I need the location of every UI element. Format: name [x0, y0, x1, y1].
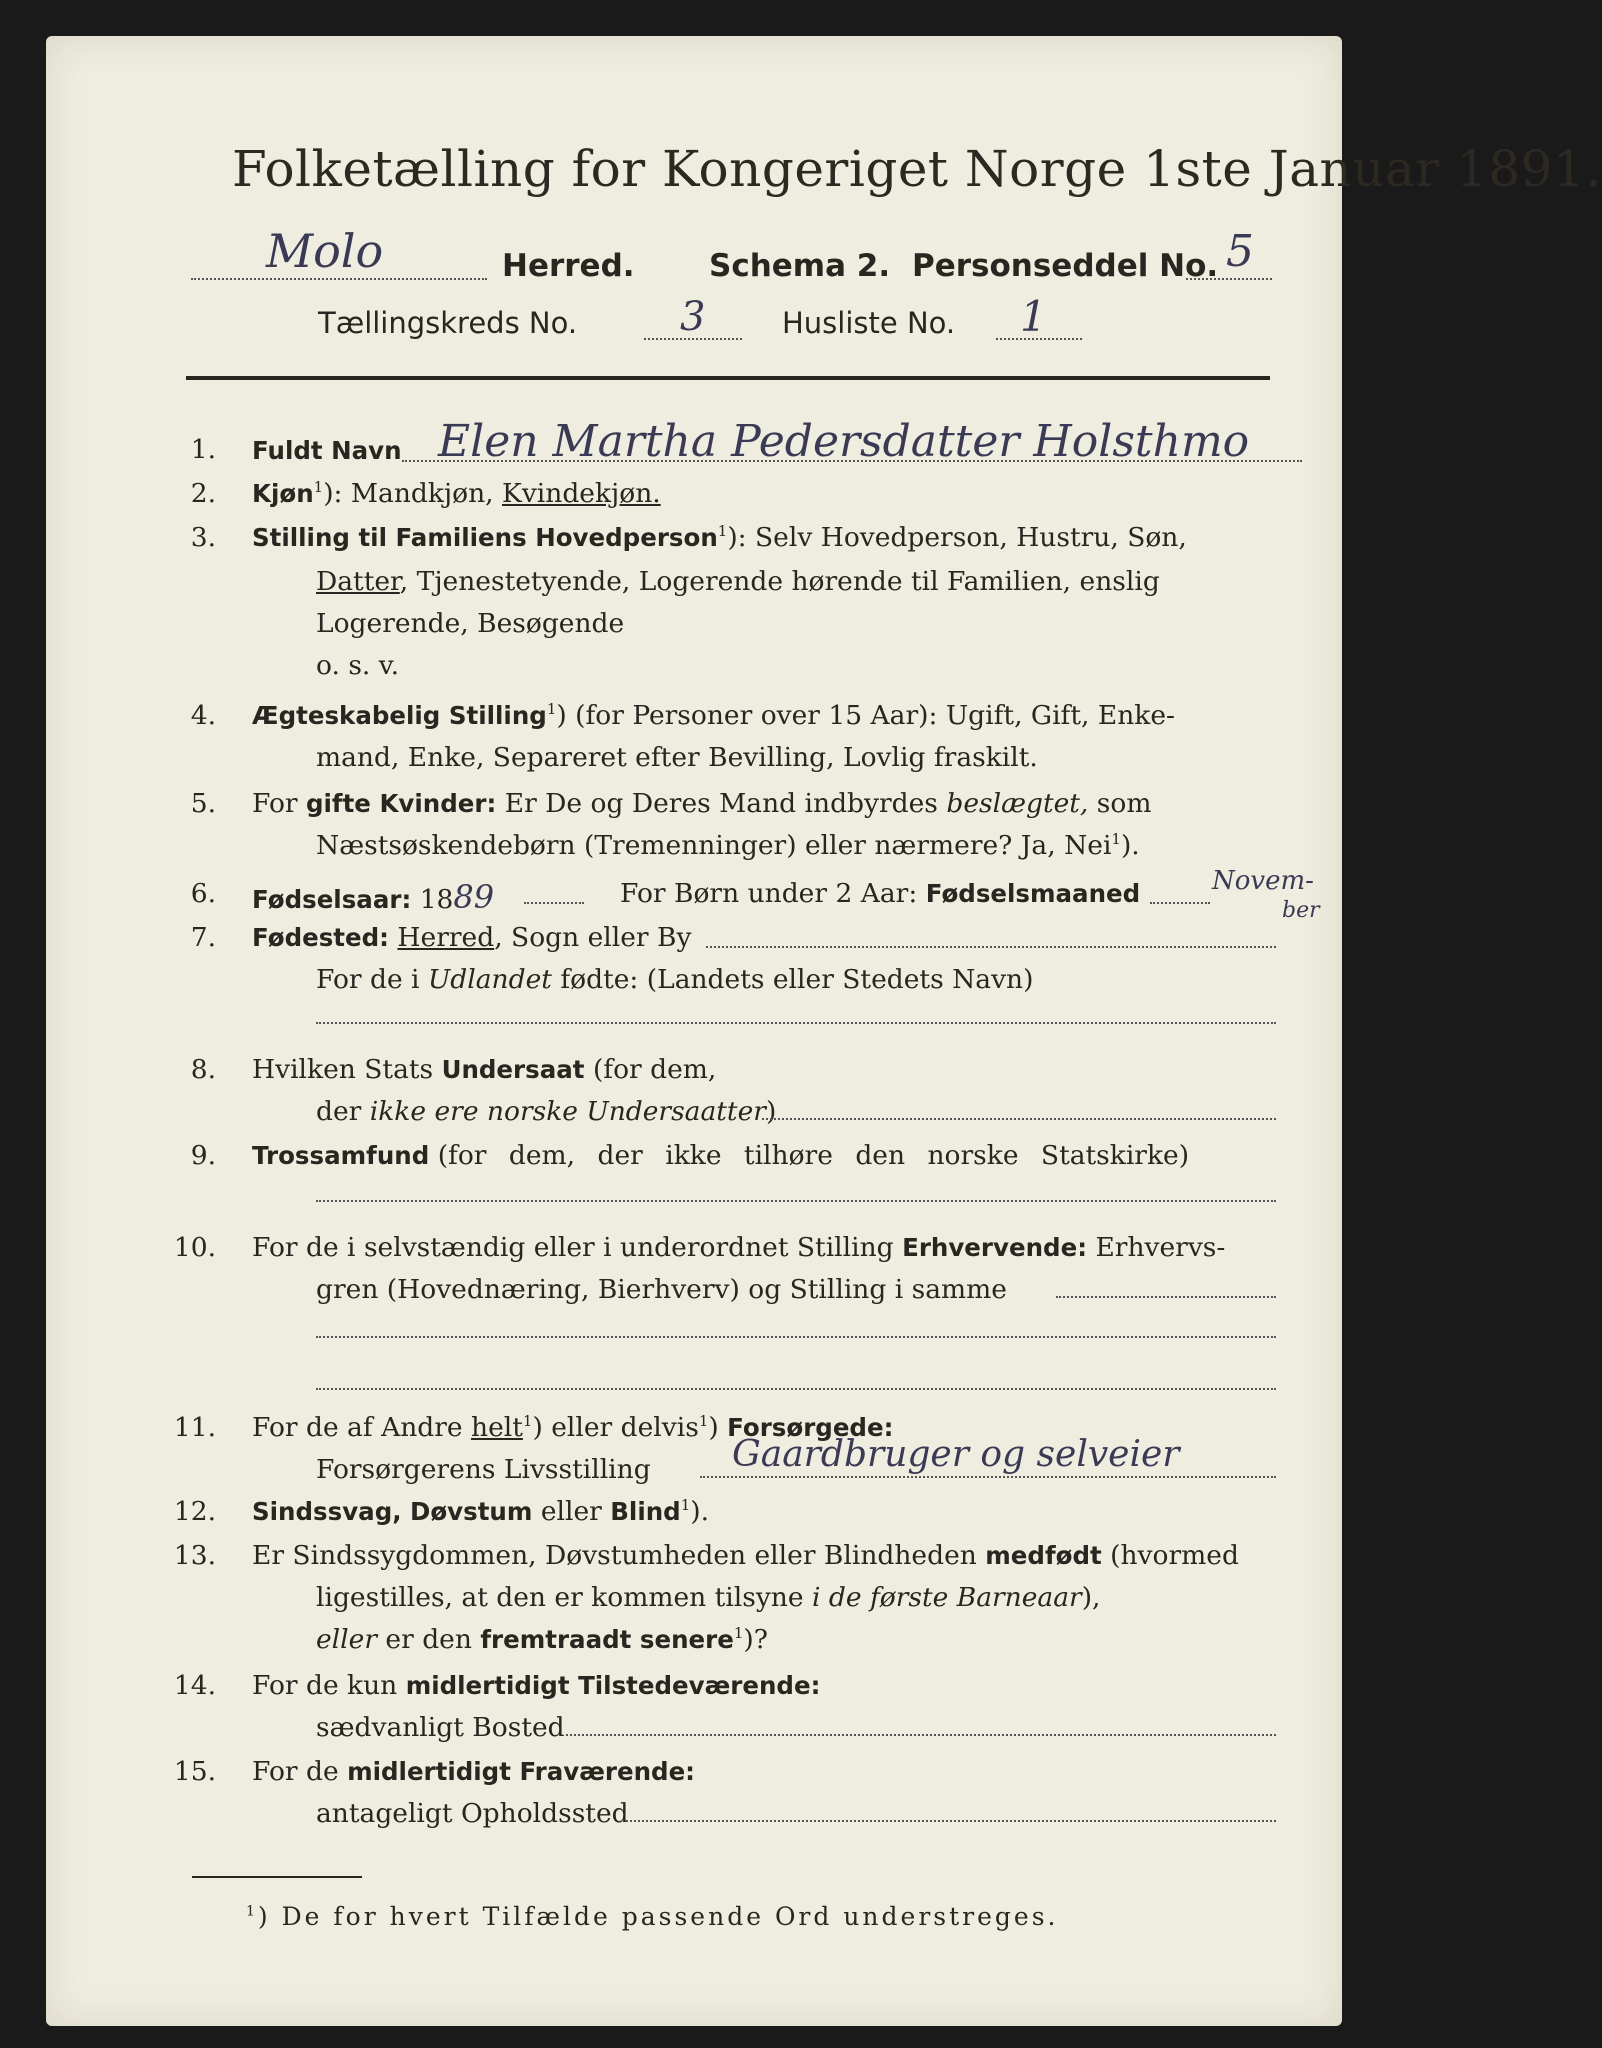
q12-number: 12.: [173, 1496, 216, 1527]
q8-label: Undersaat: [441, 1055, 585, 1084]
personseddel-number: 5: [1226, 226, 1254, 277]
q6-month-dotted-line: [1150, 902, 1210, 904]
q8-line2-italic: ikke ere norske Undersaatter: [369, 1096, 766, 1127]
q7-dotted-line-2: [316, 1022, 1276, 1024]
q9-rest: (for dem, der ikke tilhøre den norske Statskirke): [437, 1140, 1190, 1171]
q10-pre: For de i selvstændig eller i underordnet Stilling: [252, 1232, 894, 1263]
q6-month-handwritten-2: ber: [1282, 898, 1320, 923]
q11-pre: For de af Andre: [252, 1412, 463, 1443]
form-title: Folketælling for Kongeriget Norge 1ste Januar 1891.: [232, 140, 1602, 198]
q2-label: Kjøn: [252, 479, 314, 508]
q13-line3-mid: er den: [385, 1624, 472, 1655]
q10-line2: gren (Hovednæring, Bierhverv) og Stilling i samme: [316, 1274, 1007, 1305]
q14-number: 14.: [173, 1670, 216, 1701]
q8-number: 8.: [190, 1054, 216, 1085]
q2-number: 2.: [190, 478, 216, 509]
q12-sup: 1: [680, 1496, 691, 1515]
q2-line: [252, 478, 661, 509]
q8-line2-pre: der: [316, 1096, 362, 1127]
q8-line1: [252, 1054, 716, 1085]
q8-dotted-line: [762, 1118, 1276, 1120]
q2-selected-option: Kvindekjøn.: [502, 478, 661, 509]
q5-line1-rest: Er De og Deres Mand indbyrdes: [504, 788, 938, 819]
q4-line1: [252, 700, 1175, 731]
q15-pre: For de: [252, 1756, 339, 1787]
q15-dotted-line: [626, 1820, 1276, 1822]
q7-number: 7.: [190, 922, 216, 953]
q5-italic: beslægtet,: [946, 788, 1089, 819]
q6-year-handwritten: 89: [453, 878, 495, 916]
q10-dotted-line: [1056, 1296, 1276, 1298]
q10-dotted-line-3: [316, 1388, 1276, 1390]
q9-label: Trossamfund: [252, 1141, 430, 1170]
q13-line3-label: fremtraadt senere: [480, 1625, 734, 1654]
q13-line2-end: ),: [1081, 1582, 1101, 1613]
q12-label-3: Blind: [610, 1497, 681, 1526]
q13-end: (hvormed: [1110, 1540, 1239, 1571]
q7-dotted-line: [706, 946, 1276, 948]
q14-label: midlertidigt Tilstedeværende:: [405, 1671, 821, 1700]
q3-sup: 1: [717, 522, 728, 541]
kreds-number: 3: [680, 294, 706, 340]
q5-sup: 1: [1111, 830, 1121, 849]
q4-number: 4.: [190, 700, 216, 731]
footnote-sup: 1: [246, 1903, 258, 1920]
q1-name-handwritten: Elen Martha Pedersdatter Holsthmo: [438, 416, 1250, 467]
husliste-label: Husliste No.: [782, 306, 956, 340]
q15-line1: [252, 1756, 695, 1787]
q11-sup-2: 1: [698, 1412, 709, 1431]
q13-label: medfødt: [985, 1541, 1102, 1570]
q4-line1-rest: ) (for Personer over 15 Aar): Ugift, Gift, Enke-: [556, 700, 1175, 731]
q13-line2-italic: i de første Barneaar: [811, 1582, 1082, 1613]
q6-number: 6.: [190, 878, 216, 909]
q11-label: Forsørgede:: [727, 1413, 894, 1442]
q7-line2-italic: Udlandet: [427, 964, 552, 995]
q5-end: som: [1096, 788, 1152, 819]
q3-number: 3.: [190, 522, 216, 553]
q3-label: Stilling til Familiens Hovedperson: [252, 523, 718, 552]
herred-label: Herred.: [502, 248, 635, 284]
q13-number: 13.: [173, 1540, 216, 1571]
q13-sup: 1: [733, 1624, 744, 1643]
q14-line1: [252, 1670, 820, 1701]
q13-line3-end: )?: [743, 1624, 768, 1655]
q5-pre: For: [252, 788, 298, 819]
q7-label: Fødested:: [252, 923, 389, 952]
header-rule: [186, 376, 1270, 380]
q13-line2-pre: ligestilles, at den er kommen tilsyne: [316, 1582, 804, 1613]
q3-line4: o. s. v.: [316, 650, 400, 681]
q6-mid: For Børn under 2 Aar:: [620, 878, 918, 909]
q15-line2: antageligt Opholdssted: [316, 1798, 629, 1829]
q11-sup-1: 1: [522, 1412, 533, 1431]
q1-label: Fuldt Navn: [252, 436, 402, 465]
q3-line3: Logerende, Besøgende: [316, 608, 625, 639]
q3-line2: [316, 566, 1160, 597]
personseddel-label: Personseddel No.: [912, 248, 1219, 284]
q6-month-handwritten: Novem-: [1212, 866, 1314, 896]
q8-rest: (for dem,: [592, 1054, 717, 1085]
q10-dotted-line-2: [316, 1336, 1276, 1338]
census-form-sheet: [46, 36, 1602, 2026]
q9-line: [252, 1140, 1189, 1171]
q11-line2: Forsørgerens Livsstilling: [316, 1454, 651, 1485]
q1-number: 1.: [190, 434, 216, 465]
q11-line1: For de af Andre helt$^1$) eller delvis$^1$) Forsørgede:: [252, 1412, 894, 1443]
q7-rest: , Sogn eller By: [494, 922, 692, 953]
q10-end: Erhvervs-: [1095, 1232, 1226, 1263]
kreds-label: Tællingskreds No.: [318, 306, 578, 340]
q14-pre: For de kun: [252, 1670, 398, 1701]
q12-label-1: Sindssvag,: [252, 1497, 402, 1526]
q6-label: Fødselsaar:: [252, 885, 412, 914]
q5-line2: [316, 830, 1140, 861]
q5-line2-text: Næstsøskendebørn (Tremenninger) eller nærmere? Ja, Nei: [316, 830, 1112, 861]
q7-line2-pre: For de i: [316, 964, 420, 995]
q14-dotted-line: [566, 1734, 1276, 1736]
q13-line3-italic: eller: [316, 1624, 377, 1655]
q5-line2-end: ).: [1120, 830, 1140, 861]
q12-line: [252, 1496, 709, 1527]
q8-pre: Hvilken Stats: [252, 1054, 434, 1085]
q4-line2: mand, Enke, Separeret efter Bevilling, Lovlig fraskilt.: [316, 742, 1038, 773]
footnote-text: ) De for hvert Tilfælde passende Ord understreges.: [257, 1902, 1059, 1931]
q4-sup: 1: [546, 700, 557, 719]
q7-line2-rest: fødte: (Landets eller Stedets Navn): [560, 964, 1034, 995]
q7-line1: [252, 922, 691, 953]
q14-line2: sædvanligt Bosted: [316, 1712, 565, 1743]
schema-label: Schema 2.: [709, 248, 891, 284]
q7-selected-option: Herred: [397, 922, 495, 953]
q8-line2-end: ): [765, 1096, 777, 1127]
q8-line2: [316, 1096, 776, 1127]
q10-line1: [252, 1232, 1225, 1263]
q2-options: ): Mandkjøn,: [323, 478, 494, 509]
q11-dotted-line: [700, 1476, 1276, 1478]
q3-line1: [252, 522, 1187, 553]
q3-line2-rest: , Tjenestetyende, Logerende hørende til Familien, enslig: [399, 566, 1160, 597]
q6-month-label: Fødselsmaaned: [925, 879, 1141, 908]
q5-number: 5.: [190, 788, 216, 819]
footnote-rule: [192, 1876, 362, 1878]
q7-line2: [316, 964, 1033, 995]
q6-child-line: [620, 878, 1140, 909]
q2-sup: 1: [313, 478, 324, 497]
q11-number: 11.: [173, 1412, 216, 1443]
q6-year-dotted-line: [524, 902, 584, 904]
q15-number: 15.: [173, 1756, 216, 1787]
q10-number: 10.: [173, 1232, 216, 1263]
footnote: [246, 1902, 1058, 1931]
q12-label-2: Døvstum: [409, 1497, 533, 1526]
q12-end: ).: [690, 1496, 710, 1527]
q13-line3: [316, 1624, 768, 1655]
q5-label: gifte Kvinder:: [306, 789, 497, 818]
herred-handwritten: Molo: [266, 224, 384, 278]
q10-label: Erhvervende:: [902, 1233, 1087, 1262]
q12-mid: eller: [540, 1496, 602, 1527]
q3-selected-option: Datter: [316, 566, 400, 597]
q4-label: Ægteskabelig Stilling: [252, 701, 547, 730]
q11-answer-handwritten: Gaardbruger og selveier: [732, 1434, 1180, 1475]
q13-line1: [252, 1540, 1239, 1571]
q15-label: midlertidigt Fraværende:: [347, 1757, 695, 1786]
q11-selected-option: helt: [471, 1412, 523, 1443]
q5-line1: [252, 788, 1151, 819]
q6-line: [252, 878, 494, 916]
q3-line1-rest: ): Selv Hovedperson, Hustru, Søn,: [727, 522, 1187, 553]
q13-line2: [316, 1582, 1100, 1613]
q9-dotted-line: [316, 1200, 1276, 1202]
husliste-number: 1: [1020, 292, 1047, 341]
q9-number: 9.: [190, 1140, 216, 1171]
herred-dotted-line: [191, 278, 487, 280]
personseddel-dotted-line: [1186, 278, 1272, 280]
q13-pre: Er Sindssygdommen, Døvstumheden eller Blindheden: [252, 1540, 977, 1571]
q11-mid: ) eller delvis: [532, 1412, 699, 1443]
q6-year-prefix: 18: [419, 884, 454, 915]
